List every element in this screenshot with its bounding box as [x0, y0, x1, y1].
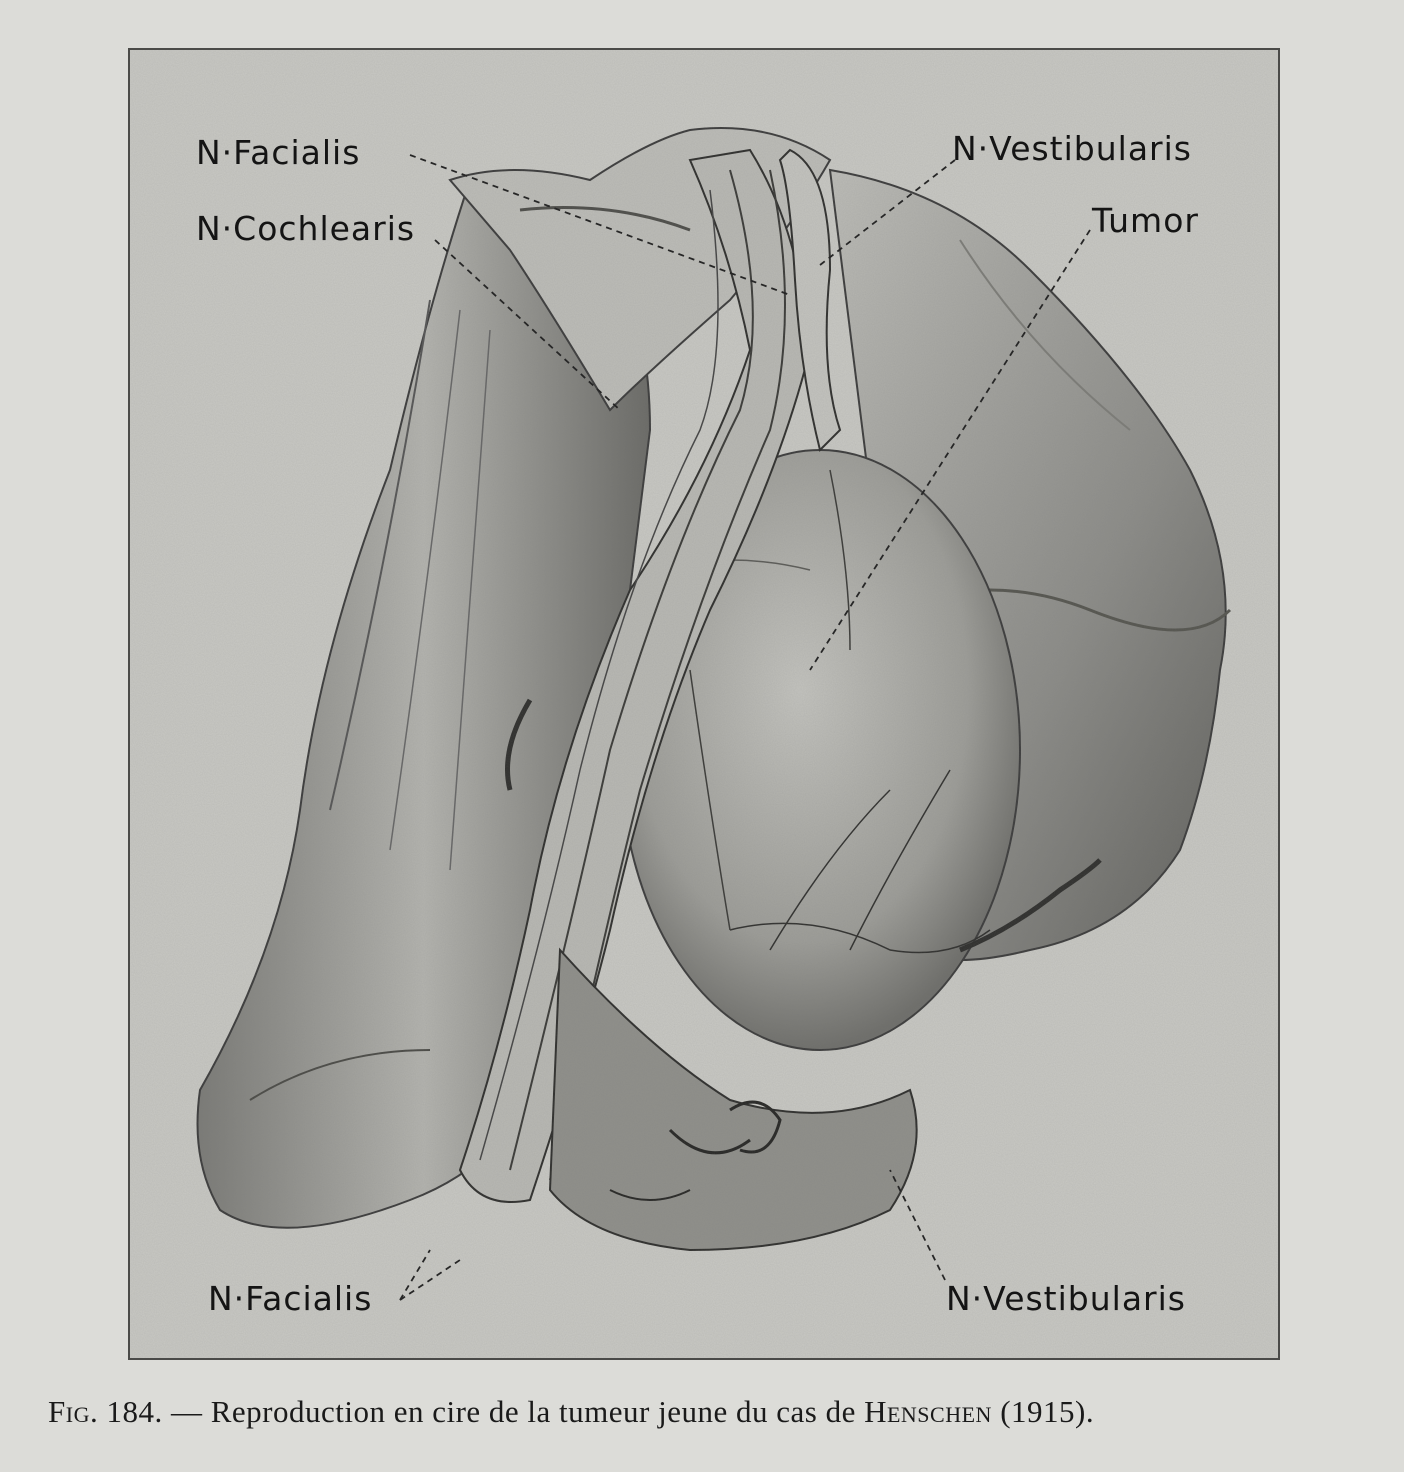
- label-facialis-top: N·Facialis: [196, 133, 361, 172]
- figure-caption: [48, 1396, 1378, 1427]
- label-facialis-bottom: N·Facialis: [208, 1279, 373, 1318]
- caption-year: (1915).: [1000, 1394, 1095, 1429]
- caption-fig-number: 184.: [106, 1394, 163, 1429]
- caption-text: Reproduction en cire de la tumeur jeune du cas de: [210, 1394, 856, 1429]
- figure-plate: [128, 48, 1280, 1360]
- label-vestibularis-bottom: N·Vestibularis: [946, 1279, 1186, 1318]
- caption-fig-prefix: Fig.: [48, 1394, 99, 1429]
- caption-author: Henschen: [864, 1394, 992, 1429]
- caption-dash: —: [170, 1394, 203, 1429]
- label-tumor: Tumor: [1092, 201, 1199, 240]
- label-cochlearis: N·Cochlearis: [196, 209, 416, 248]
- label-vestibularis-top: N·Vestibularis: [952, 129, 1192, 168]
